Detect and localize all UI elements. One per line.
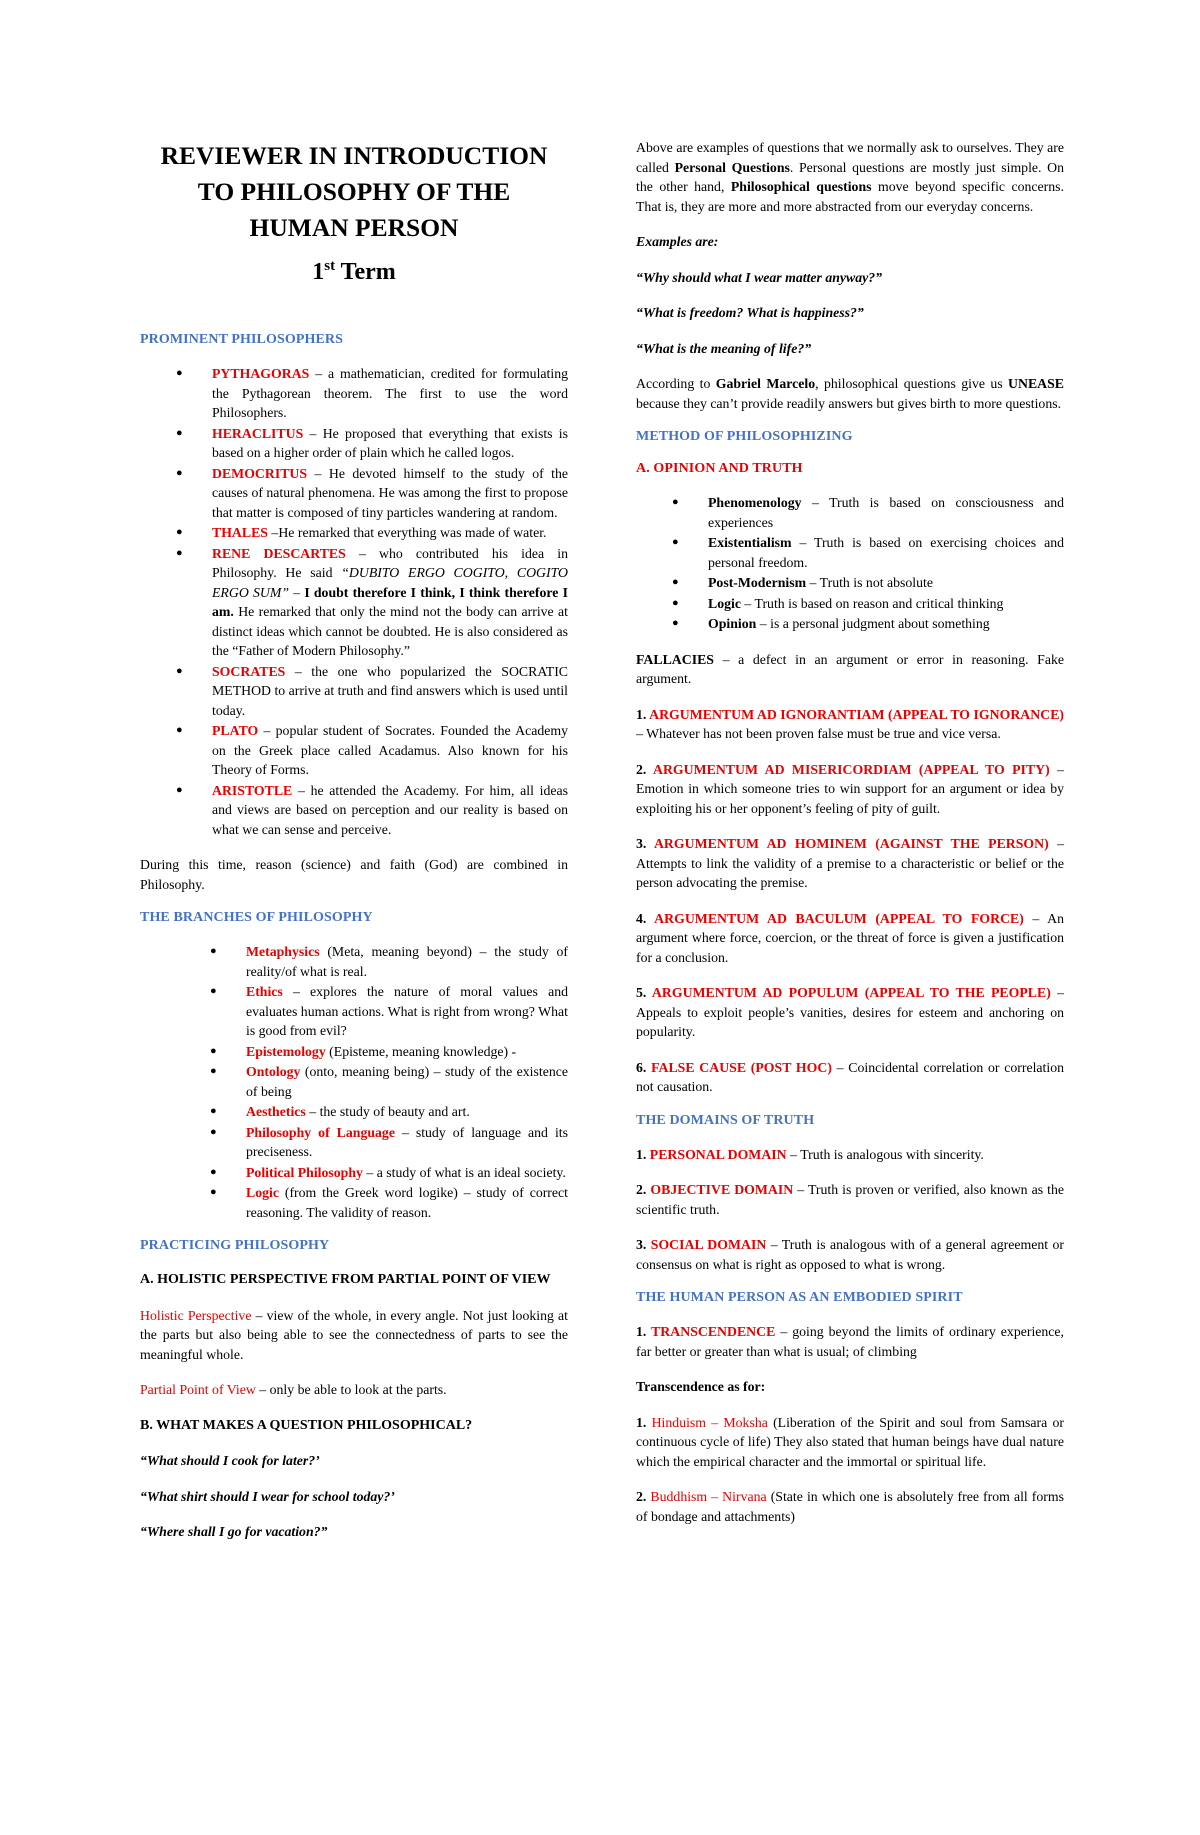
fallacy-item: 1. ARGUMENTUM AD IGNORANTIAM (APPEAL TO IGNORANCE) – Whatever has not been proven false must be true and vice versa. (636, 706, 1064, 741)
list-item: ● ARISTOTLE – he attended the Academy. For him, all ideas and views are based on perception and our reality is based on what we can sense and perceive. (176, 782, 568, 837)
bullet-icon: ● (176, 783, 183, 796)
bullet-icon: ● (210, 1044, 217, 1057)
marcelo-paragraph: According to Gabriel Marcelo, philosophical questions give us UNEASE because they can’t provide readily answers but gives birth to more questions. (636, 376, 1064, 411)
religion-item: 2. Buddhism – Nirvana (State in which one is absolutely free from all forms of bondage and attachments) (636, 1489, 1064, 1524)
list-item: ● PYTHAGORAS – a mathematician, credited for formulating the Pythagorean theorem. The first to use the word Philosophers. (176, 366, 568, 420)
intro-paragraph: Above are examples of questions that we normally ask to ourselves. They are called Personal Questions. Personal questions are mostly just simple. On the other hand, Philosophical questions move beyond specific concerns. That is, they are more and more abstracted from our everyday concerns. (636, 140, 1064, 214)
list-item: ● Existentialism – Truth is based on exercising choices and personal freedom. (672, 535, 1064, 570)
list-item: ● SOCRATES – the one who popularized the SOCRATIC METHOD to arrive at truth and find answers which is used until today. (176, 663, 568, 718)
list-item: ● PLATO – popular student of Socrates. Founded the Academy on the Greek place called Acadamus. Also known for his Theory of Forms. (176, 723, 568, 777)
document-title (140, 138, 568, 246)
list-item: ● Philosophy of Language – study of language and its preciseness. (210, 1124, 568, 1159)
personal-question: “What shirt should I wear for school today?’ (140, 1488, 395, 1504)
section-heading-domains: THE DOMAINS OF TRUTH (636, 1112, 815, 1128)
bullet-icon: ● (176, 526, 183, 538)
list-item: ● Phenomenology – Truth is based on consciousness and experiences (672, 495, 1064, 530)
list-item: ● HERACLITUS – He proposed that everything that exists is based on a higher order of plain which he called logos. (176, 425, 568, 460)
bullet-icon: ● (672, 576, 679, 588)
term-label: 1st Term (312, 258, 396, 285)
bullet-icon: ● (210, 945, 217, 957)
domain-item: 3. SOCIAL DOMAIN – Truth is analogous with of a general agreement or consensus on what is right as opposed to what is wrong. (636, 1237, 1065, 1272)
bullet-icon: ● (210, 1165, 217, 1178)
title-line: REVIEWER IN INTRODUCTION (160, 141, 548, 170)
list-item: ● Political Philosophy – a study of what is an ideal society. (246, 1163, 568, 1183)
list-item: ● Metaphysics (Meta, meaning beyond) – the study of reality/of what is real. (210, 944, 568, 979)
bullet-icon: ● (210, 1065, 217, 1077)
personal-question: “What should I cook for later?’ (140, 1453, 320, 1468)
list-item: ● Opinion – is a personal judgment about something (708, 614, 1064, 634)
bullet-icon: ● (210, 1105, 217, 1117)
bullet-icon: ● (672, 596, 679, 609)
partial-paragraph: Partial Point of View – only be able to look at the parts. (140, 1382, 447, 1397)
list-item: ● Logic (from the Greek word logike) – study of correct reasoning. The validity of reason. (210, 1185, 568, 1220)
branches-list (140, 942, 568, 1222)
bullet-icon: ● (210, 1186, 217, 1198)
fallacy-item: 3. ARGUMENTUM AD HOMINEM (AGAINST THE PERSON) – Attempts to link the validity of a premise to a characteristic or belief or the person advocating the premise. (636, 836, 1064, 890)
list-item: ● Aesthetics – the study of beauty and art. (246, 1102, 568, 1122)
section-heading-branches: THE BRANCHES OF PHILOSOPHY (140, 910, 373, 925)
list-item: ● Ontology (onto, meaning being) – study of the existence of being (210, 1064, 568, 1099)
list-item: ● THALES –He remarked that everything was made of water. (212, 523, 568, 543)
transcendence-paragraph: 1. TRANSCENDENCE – going beyond the limits of ordinary experience, far better or greater than what is usual; of climbing (636, 1324, 1064, 1359)
philosophers-list (140, 364, 568, 839)
title-line: HUMAN PERSON (249, 213, 459, 242)
examples-label: Examples are: (636, 234, 719, 249)
bullet-icon: ● (176, 664, 183, 677)
bullet-icon: ● (176, 724, 183, 736)
subheading-question: B. WHAT MAKES A QUESTION PHILOSOPHICAL? (140, 1417, 473, 1433)
list-item: ● DEMOCRITUS – He devoted himself to the study of the causes of natural phenomena. He was among the first to propose that matter is composed of tiny particles wandering at random. (176, 465, 568, 520)
bullet-icon: ● (176, 426, 183, 439)
bullet-icon: ● (176, 367, 183, 379)
fallacy-item: 6. FALSE CAUSE (POST HOC) – Coincidental correlation or correlation not causation. (636, 1059, 1065, 1094)
domain-item: 1. PERSONAL DOMAIN – Truth is analogous with sincerity. (636, 1146, 984, 1162)
section-heading-practicing: PRACTICING PHILOSOPHY (140, 1238, 330, 1253)
religion-item: 1. Hinduism – Moksha (Liberation of the Spirit and soul from Samsara or continuous cycle of life) They also stated that human beings have dual nature which the empirical character and the immortal or spiritual life. (636, 1414, 1064, 1469)
bullet-icon: ● (210, 1125, 217, 1138)
philosophical-question: “What is freedom? What is happiness?” (636, 305, 864, 320)
fallacy-item: 5. ARGUMENTUM AD POPULUM (APPEAL TO THE PEOPLE) – Appeals to exploit people’s vanities, desires for esteem and anchoring on popularity. (636, 985, 1065, 1039)
bullet-icon: ● (672, 536, 679, 548)
bullet-icon: ● (672, 617, 679, 629)
title-line: TO PHILOSOPHY OF THE (197, 177, 511, 206)
fallacy-item: 4. ARGUMENTUM AD BACULUM (APPEAL TO FORCE) – An argument where force, coercion, or the threat of force is given a justification for a conclusion. (636, 910, 1064, 965)
bullet-icon: ● (176, 466, 183, 479)
left-column (140, 138, 568, 1558)
personal-question: “Where shall I go for vacation?” (140, 1524, 328, 1539)
domain-item: 2. OBJECTIVE DOMAIN – Truth is proven or verified, also known as the scientific truth. (636, 1182, 1065, 1217)
bullet-icon: ● (210, 985, 217, 997)
bullet-icon: ● (176, 546, 183, 559)
section-heading-method: METHOD OF PHILOSOPHIZING (636, 429, 853, 444)
list-item: ● RENE DESCARTES – who contributed his idea in Philosophy. He said “DUBITO ERGO COGITO, COGITO ERGO SUM” – I doubt therefore I think, I think therefore I am. He remarked that only the mind not the body can arrive at distinct ideas which cannot be doubted. He is also considered as the “Father of Modern Philosophy.” (176, 545, 569, 658)
holistic-paragraph: Holistic Perspective – view of the whole, in every angle. Not just looking at the parts but also being able to see the connectedness of parts to see the meaningful whole. (140, 1307, 568, 1362)
fallacies-paragraph: FALLACIES – a defect in an argument or error in reasoning. Fake argument. (636, 651, 1064, 686)
section-heading-embodied-spirit: THE HUMAN PERSON AS AN EMBODIED SPIRIT (636, 1290, 963, 1305)
opinion-list (636, 493, 1064, 634)
fallacy-item: 2. ARGUMENTUM AD MISERICORDIAM (APPEAL TO PITY) – Emotion in which someone tries to win support for an argument or idea by exploiting his or her opponent’s feeling of pity of guilt. (636, 761, 1064, 816)
right-column (636, 138, 1064, 1542)
transcendence-as-label: Transcendence as for: (636, 1379, 766, 1394)
philosophical-question: “Why should what I wear matter anyway?” (636, 269, 883, 285)
subheading-opinion: A. OPINION AND TRUTH (636, 461, 803, 476)
during-paragraph: During this time, reason (science) and faith (God) are combined in Philosophy. (140, 857, 568, 892)
section-heading-prominent-philosophers: PROMINENT PHILOSOPHERS (140, 332, 344, 347)
list-item: ● Epistemology (Episteme, meaning knowledge) - (246, 1042, 568, 1062)
subheading-holistic: A. HOLISTIC PERSPECTIVE FROM PARTIAL POINT OF VIEW (140, 1272, 551, 1287)
philosophical-question: “What is the meaning of life?” (636, 340, 812, 356)
bullet-icon: ● (672, 496, 679, 508)
list-item: ● Ethics – explores the nature of moral values and evaluates human actions. What is right from wrong? What is good from evil? (210, 984, 568, 1038)
list-item: ● Post-Modernism – Truth is not absolute (708, 573, 1064, 593)
list-item: ● Logic – Truth is based on reason and critical thinking (708, 594, 1064, 614)
